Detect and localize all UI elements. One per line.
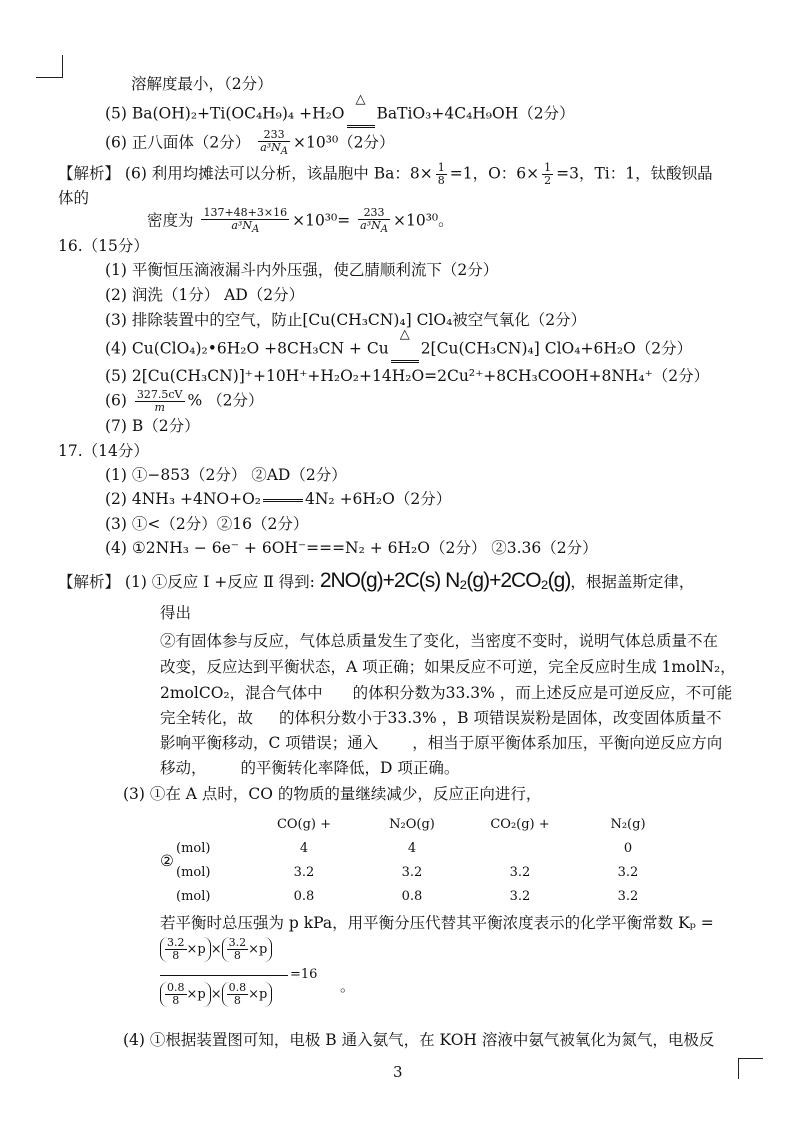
q16-4: (4) Cu(ClO₄)₂•6H₂O +8CH₃CN + Cu△2[Cu(CH₃CN)₄] ClO₄+6H₂O（2分）: [105, 336, 692, 363]
ice-header-row: CO(g) + N₂O(g) CO₂(g) + N₂(g): [276, 816, 646, 832]
q16-1: (1) 平衡恒压滴液漏斗内外压强，使乙腈顺利流下（2分）: [105, 261, 499, 279]
kp-denominator: $\frac{0.8}{8}$ ×p × $\frac{0.8}{8}$ ×p: [160, 982, 272, 1007]
analysis-7: 影响平衡移动，C 项错误；通入 ，相当于原平衡体系加压，平衡向逆反应方向: [160, 734, 723, 752]
line-density: 密度为 $\frac{137+48+3\times 16}{\text{a³NA}}$ ×10³⁰= $\frac{233}{\text{a³NA}}$ ×10³⁰。: [147, 206, 454, 235]
corner-mark-bottom-right: [738, 1058, 763, 1079]
q17-heading: 17.（14分）: [58, 442, 149, 460]
analysis-kp-intro: 若平衡时总压强为 p kPa，用平衡分压代替其平衡浓度表示的化学平衡常数 Kₚ =: [160, 914, 714, 932]
analysis-3: ②有固体参与反应，气体总质量发生了变化，当密度不变时，说明气体总质量不在: [160, 632, 719, 650]
analysis-8: 移动， 的平衡转化率降低，D 项正确。: [160, 759, 460, 777]
line-analysis-6: 【解析】 (6) 利用均摊法可以分析，该晶胞中 Ba：8× $\frac{1}{8}$ =1，O：6× $\frac{1}{2}$ =3，Ti：1，钛酸钡晶: [58, 161, 713, 187]
q17-2: (2) 4NH₃ +4NO+O₂ 4N₂ +6H₂O（2分）: [105, 490, 452, 508]
q16-2: (2) 润洗（1分） AD（2分）: [105, 286, 305, 304]
kp-fraction-bar: [160, 975, 288, 976]
q16-5: (5) 2[Cu(CH₃CN)]⁺+10H⁺+H₂O₂+14H₂O=2Cu²⁺+8CH₃COOH+8NH₄⁺（2分）: [105, 367, 710, 385]
q16-heading: 16.（15分）: [58, 237, 149, 255]
kp-period: 。: [340, 977, 356, 995]
page-number: 3: [393, 1063, 403, 1081]
analysis-5: 2molCO₂，混合气体中 的体积分数为33.3% ，而上述反应是可逆反应，不可能: [160, 684, 733, 702]
line-analysis-6-cont: 体的: [58, 189, 90, 207]
q17-1: (1) ①−853（2分） ②AD（2分）: [105, 466, 347, 484]
ice-table: [176, 812, 682, 908]
fraction-one-half: $\frac{1}{2}$: [544, 161, 552, 187]
line-q15-6: (6) 正八面体（2分） $\frac{233}{\text{a³NA}}$ ×10³⁰（2分）: [105, 128, 395, 157]
analysis-6: 完全转化，故 的体积分数小于33.3% ，B 项错误炭粉是固体，改变固体质量不: [160, 709, 722, 727]
analysis-3-1: (3) ①在 A 点时，CO 的物质的量继续减少，反应正向进行，: [123, 785, 542, 803]
q17-4: (4) ①2NH₃ − 6e⁻ + 6OH⁻===N₂ + 6H₂O（2分） ②3.36（2分）: [105, 539, 598, 557]
catalyst-equals-sign: [263, 499, 303, 502]
q17-3: (3) ①<（2分）②16（2分）: [105, 515, 309, 533]
analysis-1: 【解析】 (1) ①反应 Ⅰ +反应 Ⅱ 得到: 2NO(g)+2C(s) N₂(g)+2CO₂(g)，根据盖斯定律，: [58, 569, 695, 592]
kp-value: =16: [290, 967, 318, 982]
density-fraction-expanded: $\frac{137+48+3\times 16}{\text{a³NA}}$: [203, 206, 288, 235]
q16-3: (3) 排除装置中的空气，防止[Cu(CH₃CN)₄] ClO₄被空气氧化（2分）: [105, 311, 587, 329]
fraction-one-eighth: $\frac{1}{8}$: [437, 161, 445, 187]
kp-numerator: $\frac{3.2}{8}$ ×p × $\frac{3.2}{8}$ ×p: [160, 937, 272, 962]
line-solubility: 溶解度最小，（2分）: [131, 75, 273, 93]
ice-row-initial: (mol) 4 4 0: [176, 840, 633, 856]
analysis-4-1: (4) ①根据装置图可知，电极 B 通入氨气，在 KOH 溶液中氨气被氧化为氮气，电极反: [123, 1031, 715, 1049]
purity-fraction: $\frac{327.5cV}{m}$: [136, 388, 183, 414]
analysis-4: 改变，反应达到平衡状态，A 项正确；如果反应不可逆，完全反应时生成 1molN₂，: [160, 658, 736, 676]
ice-marker: ②: [160, 852, 174, 870]
q16-6: (6) $\frac{327.5cV}{m}$ % （2分）: [105, 388, 264, 414]
heat-equals-sign: △: [391, 336, 419, 363]
corner-mark-top-left: [36, 55, 63, 78]
analysis-2: 得出: [160, 604, 192, 622]
ice-row-change: (mol) 3.2 3.2 3.2 3.2: [176, 864, 639, 880]
ice-row-equilibrium: (mol) 0.8 0.8 3.2 3.2: [176, 888, 639, 904]
line-q15-5: (5) Ba(OH)₂+Ti(OC₄H₉)₄ +H₂O△BaTiO₃+4C₄H₉OH（2分）: [105, 101, 575, 128]
density-fraction-simplified: $\frac{233}{\text{a³NA}}$: [360, 206, 388, 235]
heat-equals-sign: △: [347, 101, 375, 128]
q16-7: (7) B（2分）: [105, 417, 200, 435]
density-fraction: $\frac{233}{\text{a³NA}}$: [260, 128, 289, 157]
